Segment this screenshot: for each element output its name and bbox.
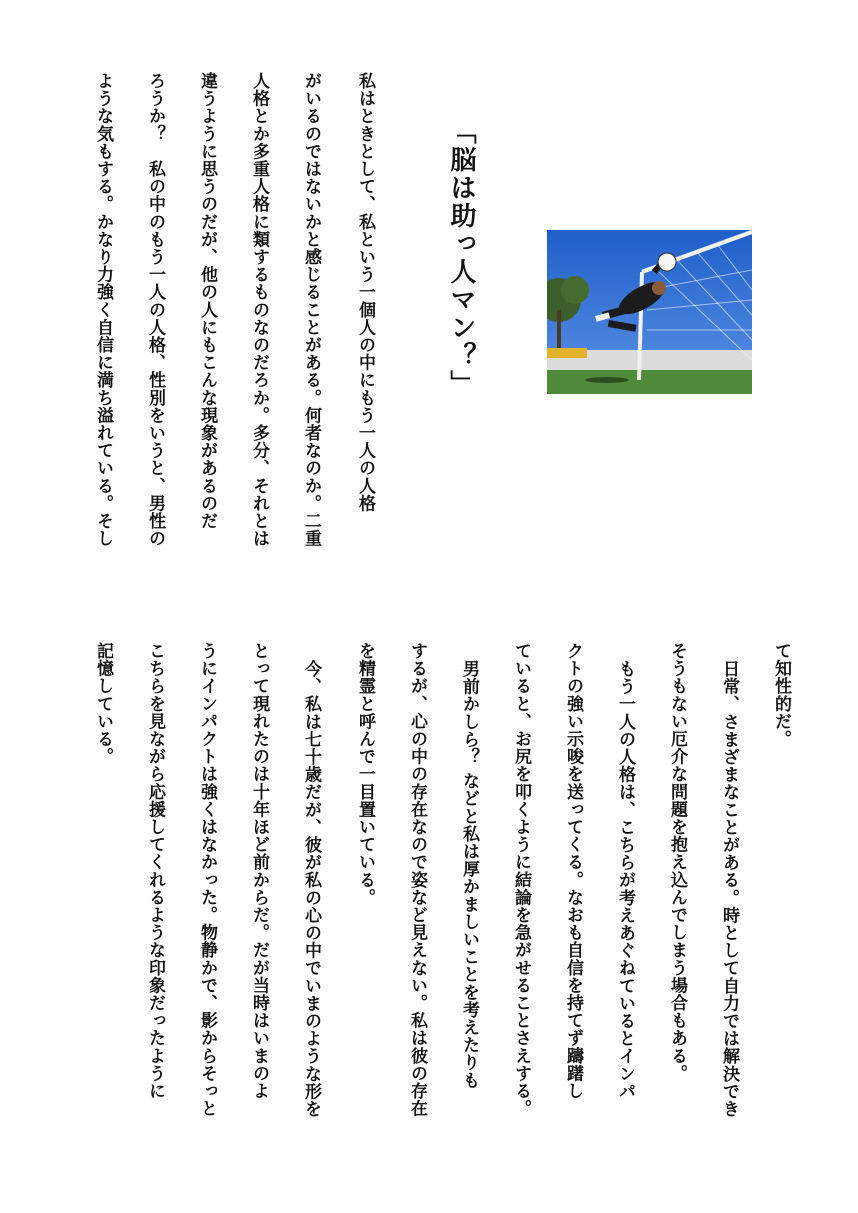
text-column-lower-2: 日常、さまざまなことがある。時として自力では解決でき	[719, 660, 739, 1118]
text-column-upper-3: 人格とか多重人格に類するものなのだろか。多分、それとは	[249, 72, 269, 548]
text-column-lower-3: そうもない厄介な問題を抱え込んでしまう場合もある。	[667, 642, 687, 1082]
text-column-lower-8: するが、心の中の存在なので姿など見えない。私は彼の存在	[407, 642, 427, 1118]
text-column-lower-9: を精霊と呼んで一目置いている。	[355, 642, 375, 906]
text-column-upper-6: ような気もする。かなり力強く自信に満ち溢れている。そし	[93, 72, 113, 548]
text-column-upper-4: 違うように思うのだが、他の人にもこんな現象があるのだ	[197, 72, 217, 530]
text-column-lower-13: こちらを見ながら応援してくれるような印象だったように	[145, 642, 165, 1100]
text-column-lower-4: もう一人の人格は、こちらが考えあぐねているとインパ	[615, 660, 635, 1100]
text-column-upper-1: 私はときとして、私という一個人の中にもう一人の人格	[355, 72, 375, 512]
text-column-lower-1: て知性的だ。	[771, 642, 791, 748]
goalkeeper-photo-svg	[547, 230, 752, 394]
text-column-upper-5: ろうか？ 私の中のもう一人の人格、性別をいうと、男性の	[145, 72, 165, 548]
text-column-lower-7: 男前かしら？ などと私は厚かましいことを考えたりも	[459, 660, 479, 1089]
text-column-lower-11: とって現れたのは十年ほど前からだ。だが当時はいまのよ	[249, 642, 269, 1100]
text-column-lower-14: 記憶している。	[93, 642, 113, 766]
text-column-lower-10: 今、私は七十歳だが、彼が私の心の中でいまのような形を	[301, 660, 321, 1118]
text-column-lower-6: ていると、お尻を叩くように結論を急がせることさえする。	[511, 642, 531, 1118]
goalkeeper-photo	[547, 230, 752, 394]
page-title: 「脳は助っ人マン？」	[446, 118, 476, 398]
text-column-upper-2: がいるのではないかと感じることがある。何者なのか。二重	[301, 72, 321, 548]
text-column-lower-12: うにインパクトは強くはなかった。物静かで、影からそっと	[197, 642, 217, 1118]
text-column-lower-5: クトの強い示唆を送ってくる。なおも自信を持てず躊躇し	[563, 642, 583, 1100]
